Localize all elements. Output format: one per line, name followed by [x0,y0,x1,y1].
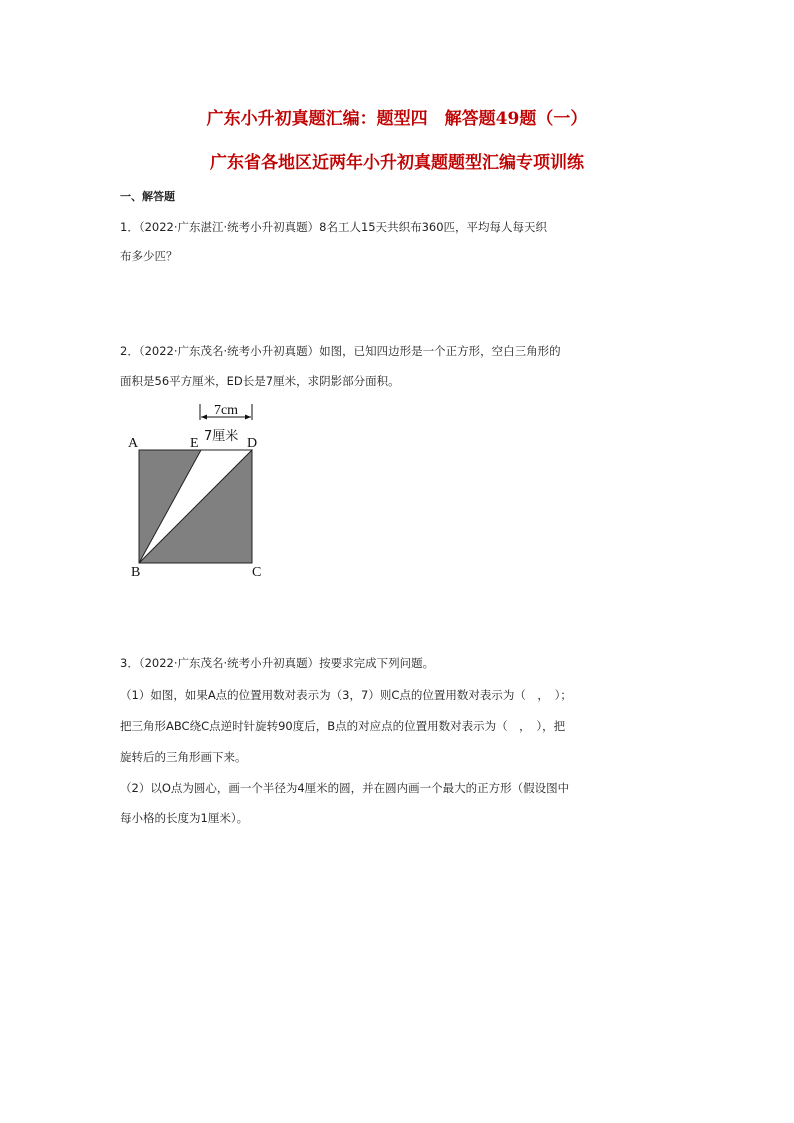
question-3-line-1: 3．（2022·广东茂名·统考小升初真题）按要求完成下列问题。 [120,656,435,670]
question-2-line-2: 面积是56平方厘米，ED长是7厘米，求阴影部分面积。 [120,374,400,388]
dimension-arrow-right [245,415,251,420]
question-3-line-6: 每小格的长度为1厘米）。 [120,811,249,825]
question-3-line-3: 把三角形ABC绕C点逆时针旋转90度后，B点的对应点的位置用数对表示为（ ， ），把 [120,719,566,733]
question-3-line-2: （1）如图，如果A点的位置用数对表示为（3，7）则C点的位置用数对表示为（ ， ）； [120,688,572,702]
question-1-line-1: 1．（2022·广东湛江·统考小升初真题）8名工人15天共织布360匹，平均每人每天织 [120,220,548,234]
point-label-a: A [128,436,139,451]
point-label-c: C [252,565,262,580]
point-label-d: D [247,436,258,451]
question-3-line-4: 旋转后的三角形画下来。 [120,750,247,764]
dimension-label-cm: 7cm [213,403,239,418]
document-title: 广东小升初真题汇编：题型四 解答题49题（一） [206,109,588,129]
document-subtitle: 广东省各地区近两年小升初真题题型汇编专项训练 [210,153,584,173]
question-1-line-2: 布多少匹？ [120,249,178,263]
square-diagram [115,398,285,583]
question-3-line-5: （2）以O点为圆心，画一个半径为4厘米的圆，并在圆内画一个最大的正方形（假设图中 [120,781,570,795]
dimension-label-cn: 7厘米 [204,429,239,444]
point-label-e: E [190,436,199,451]
dimension-arrow-left [201,415,207,420]
question-2-line-1: 2．（2022·广东茂名·统考小升初真题）如图，已知四边形是一个正方形，空白三角形的 [120,344,561,358]
point-label-b: B [131,565,141,580]
section-heading: 一、解答题 [120,190,175,203]
